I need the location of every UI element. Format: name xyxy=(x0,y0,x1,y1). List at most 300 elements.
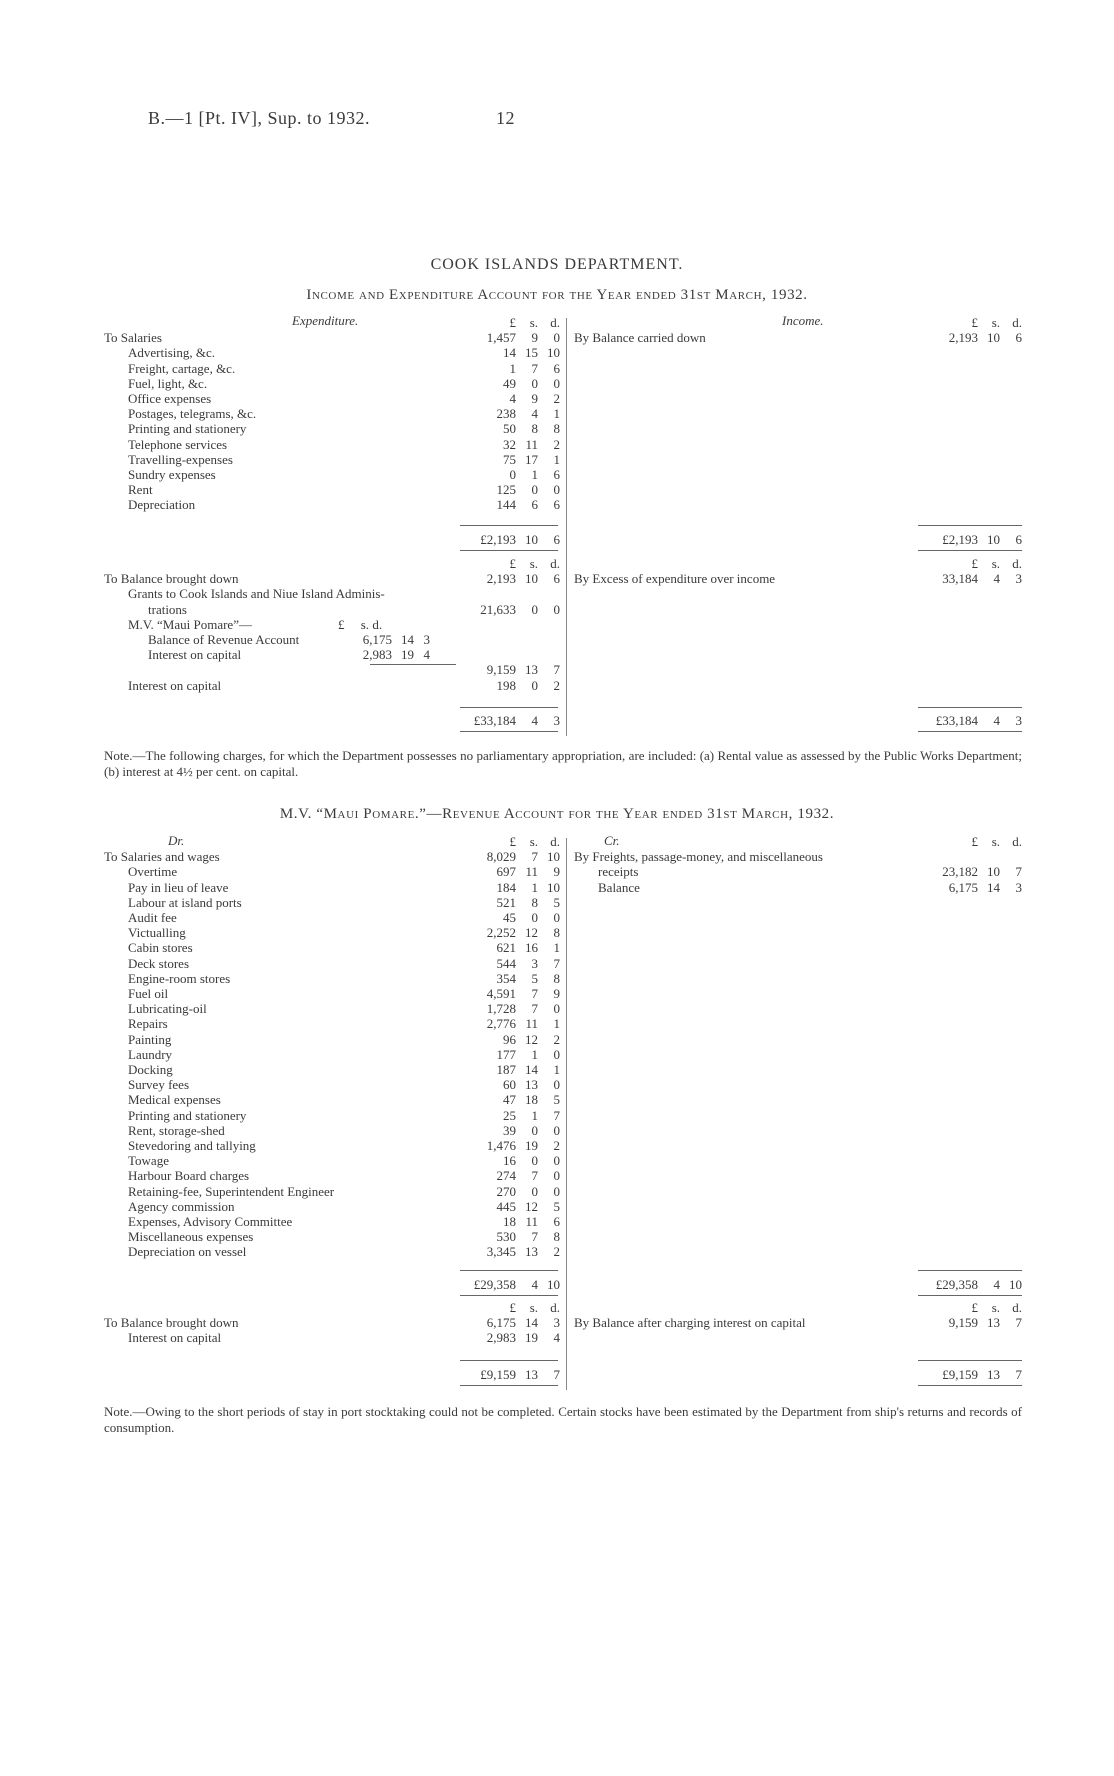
table-row xyxy=(574,1315,1022,1330)
row-shillings: 7 xyxy=(531,1168,538,1184)
row-pence: 6 xyxy=(553,467,560,483)
row-label: Retaining-fee, Superintendent Engineer xyxy=(128,1183,335,1199)
row-shillings: 14 xyxy=(525,1315,538,1331)
table-row xyxy=(574,864,1022,879)
table-row xyxy=(104,849,560,864)
total-shillings: 4 xyxy=(993,1277,1000,1292)
row-pounds: 125 xyxy=(496,482,516,498)
row-label: M.V. “Maui Pomare”— xyxy=(128,616,252,632)
row-label: By Balance after charging interest on capital xyxy=(574,1315,806,1331)
row-label: Printing and stationery xyxy=(128,421,247,437)
row-shillings: 12 xyxy=(525,1198,538,1214)
col-pounds: £ xyxy=(509,556,516,571)
total-row xyxy=(458,713,560,728)
row-pence: 1 xyxy=(553,1016,560,1032)
row-pence: 0 xyxy=(553,1046,560,1062)
sub-pounds: 6,175 xyxy=(362,632,392,648)
row-label: Audit fee xyxy=(128,910,177,926)
rule xyxy=(460,731,558,732)
col-pence: d. xyxy=(1012,556,1022,571)
row-label: To Balance brought down xyxy=(104,1315,239,1331)
currency-row xyxy=(574,834,1022,849)
total-shillings: 13 xyxy=(987,1367,1000,1382)
row-shillings: 7 xyxy=(531,360,538,376)
row-pounds: 4 xyxy=(509,391,516,407)
row-label: Sundry expenses xyxy=(128,467,216,483)
total-pounds: £2,193 xyxy=(942,532,978,547)
col-pence: d. xyxy=(550,834,560,849)
sub-pence: 3 xyxy=(423,632,430,648)
row-pounds: 2,776 xyxy=(486,1016,516,1032)
row-pence: 10 xyxy=(547,345,560,361)
total-pence: 10 xyxy=(1009,1277,1022,1292)
row-pence: 2 xyxy=(553,1138,560,1154)
col-pence: d. xyxy=(550,315,560,330)
row-label: To Salaries xyxy=(104,330,162,346)
table-row xyxy=(574,849,1022,864)
income-heading: Income. xyxy=(782,313,824,328)
row-pence: 10 xyxy=(547,849,560,865)
row-pounds: 23,182 xyxy=(942,864,978,880)
row-shillings: 0 xyxy=(531,677,538,693)
table-row xyxy=(104,1016,560,1031)
row-pence: 0 xyxy=(553,375,560,391)
row-shillings: 11 xyxy=(525,436,538,452)
row-pounds: 530 xyxy=(496,1229,516,1245)
total-pence: 6 xyxy=(553,532,560,547)
col-pence: d. xyxy=(1012,1300,1022,1315)
balance-table-right xyxy=(574,1300,1022,1330)
table-row xyxy=(104,1047,560,1062)
row-pence: 2 xyxy=(553,436,560,452)
row-pounds: 9,159 xyxy=(948,1315,978,1331)
table-row xyxy=(104,1315,560,1330)
row-pence: 0 xyxy=(553,1183,560,1199)
row-label: Rent xyxy=(128,482,153,498)
total-pence: 7 xyxy=(553,1367,560,1382)
sub-shillings: 19 xyxy=(401,647,414,663)
row-pounds: 270 xyxy=(496,1183,516,1199)
row-label: Overtime xyxy=(128,864,178,880)
currency-row xyxy=(104,834,560,849)
row-pounds: 1,457 xyxy=(486,330,516,346)
row-shillings: 13 xyxy=(525,1077,538,1093)
total-shillings: 13 xyxy=(525,1367,538,1382)
row-shillings: 4 xyxy=(531,406,538,422)
table-row xyxy=(104,1092,560,1107)
row-label: Pay in lieu of leave xyxy=(128,879,229,895)
table-row xyxy=(104,678,560,693)
balance-table-left xyxy=(104,556,560,693)
total-pounds: £9,159 xyxy=(942,1367,978,1382)
row-pounds: 1,728 xyxy=(486,1001,516,1017)
row-label: Expenses, Advisory Committee xyxy=(128,1214,293,1230)
table-row xyxy=(104,1001,560,1016)
total-pounds: £2,193 xyxy=(480,532,516,547)
row-shillings: 0 xyxy=(531,1183,538,1199)
sub-rule xyxy=(370,664,456,665)
col-shillings: s. xyxy=(991,556,1000,571)
rule xyxy=(918,1295,1022,1296)
row-label: Printing and stationery xyxy=(128,1107,247,1123)
currency-row xyxy=(574,556,1022,571)
rule xyxy=(918,550,1022,551)
row-pounds: 1 xyxy=(509,360,516,376)
row-label: Interest on capital xyxy=(128,677,222,693)
row-shillings: 3 xyxy=(531,955,538,971)
row-label: By Balance carried down xyxy=(574,330,706,346)
row-label: Docking xyxy=(128,1062,173,1078)
row-shillings: 18 xyxy=(525,1092,538,1108)
row-pence: 0 xyxy=(553,1168,560,1184)
table-row xyxy=(104,376,560,391)
row-pence: 6 xyxy=(553,497,560,513)
table-row xyxy=(104,971,560,986)
table-row xyxy=(104,602,560,617)
table-row xyxy=(104,437,560,452)
total-pounds: £33,184 xyxy=(935,713,978,728)
rule xyxy=(918,1360,1022,1361)
income-table xyxy=(574,315,1022,345)
row-shillings: 1 xyxy=(531,467,538,483)
row-shillings: 1 xyxy=(531,879,538,895)
row-shillings: 10 xyxy=(525,571,538,587)
row-pounds: 697 xyxy=(496,864,516,880)
currency-row xyxy=(104,1300,560,1315)
credit-heading: Cr. xyxy=(604,833,620,848)
row-shillings: 11 xyxy=(525,864,538,880)
row-shillings: 0 xyxy=(531,1153,538,1169)
table-row xyxy=(104,1108,560,1123)
col-pence: d. xyxy=(1012,315,1022,330)
row-label: Rent, storage-shed xyxy=(128,1122,225,1138)
row-pence: 1 xyxy=(553,940,560,956)
row-label: Balance xyxy=(598,879,640,895)
row-label: trations xyxy=(148,601,187,617)
row-label: Stevedoring and tallying xyxy=(128,1138,256,1154)
row-shillings: 11 xyxy=(525,1214,538,1230)
row-shillings: 0 xyxy=(531,482,538,498)
row-label: Freight, cartage, &c. xyxy=(128,360,236,376)
row-label: Fuel oil xyxy=(128,986,169,1002)
table-row xyxy=(574,330,1022,345)
column-divider xyxy=(566,838,567,1390)
table-row xyxy=(104,1062,560,1077)
row-label: Laundry xyxy=(128,1046,173,1062)
row-label: Fuel, light, &c. xyxy=(128,375,208,391)
row-shillings: 7 xyxy=(531,849,538,865)
row-shillings: 7 xyxy=(531,1001,538,1017)
row-pounds: 445 xyxy=(496,1198,516,1214)
credit-table xyxy=(574,834,1022,895)
row-pence: 6 xyxy=(553,1214,560,1230)
row-pounds: 238 xyxy=(496,406,516,422)
row-pence: 2 xyxy=(553,1244,560,1260)
table-row xyxy=(104,452,560,467)
row-pounds: 3,345 xyxy=(486,1244,516,1260)
row-label: Interest on capital xyxy=(148,647,242,663)
row-pence: 7 xyxy=(553,662,560,678)
row-shillings: 7 xyxy=(531,1229,538,1245)
col-pounds: £ xyxy=(971,556,978,571)
row-pounds: 96 xyxy=(503,1031,516,1047)
row-pounds: 33,184 xyxy=(942,571,978,587)
total-shillings: 4 xyxy=(531,1277,538,1292)
row-pence: 0 xyxy=(553,601,560,617)
table-row xyxy=(104,1184,560,1199)
table-row xyxy=(574,880,1022,895)
row-pounds: 60 xyxy=(503,1077,516,1093)
total-pence: 3 xyxy=(1015,713,1022,728)
row-pounds: 16 xyxy=(503,1153,516,1169)
row-pounds: 2,193 xyxy=(948,330,978,346)
row-label: Medical expenses xyxy=(128,1092,221,1108)
row-shillings: 0 xyxy=(531,375,538,391)
sub-pounds: 2,983 xyxy=(362,647,392,663)
row-shillings: 7 xyxy=(531,986,538,1002)
rule xyxy=(460,1385,558,1386)
row-pence: 3 xyxy=(553,1315,560,1331)
col-pounds: £ xyxy=(971,834,978,849)
col-shillings: s. xyxy=(529,315,538,330)
total-pounds: £29,358 xyxy=(935,1277,978,1292)
table-row xyxy=(104,391,560,406)
row-label: Towage xyxy=(128,1153,169,1169)
row-pence: 2 xyxy=(553,391,560,407)
row-pounds: 6,175 xyxy=(486,1315,516,1331)
table-row xyxy=(104,421,560,436)
row-pounds: 621 xyxy=(496,940,516,956)
table-row xyxy=(104,632,560,647)
row-shillings: 5 xyxy=(531,970,538,986)
col-pounds: £ xyxy=(971,315,978,330)
rule xyxy=(460,1270,558,1271)
row-pounds: 75 xyxy=(503,451,516,467)
row-label: Postages, telegrams, &c. xyxy=(128,406,257,422)
total-pence: 7 xyxy=(1015,1367,1022,1382)
currency-row xyxy=(574,1300,1022,1315)
row-pounds: 177 xyxy=(496,1046,516,1062)
total-pence: 6 xyxy=(1015,532,1022,547)
balance-table-left xyxy=(104,1300,560,1346)
currency-row xyxy=(574,315,1022,330)
total-row xyxy=(920,713,1022,728)
rule xyxy=(460,1360,558,1361)
debit-table xyxy=(104,834,560,1260)
currency-row xyxy=(104,315,560,330)
row-pence: 4 xyxy=(553,1330,560,1346)
total-shillings: 4 xyxy=(993,713,1000,728)
row-label: Depreciation xyxy=(128,497,196,513)
row-pence: 7 xyxy=(553,955,560,971)
row-label: Depreciation on vessel xyxy=(128,1244,247,1260)
row-label: Grants to Cook Islands and Niue Island Adminis- xyxy=(128,586,385,602)
table-row xyxy=(104,925,560,940)
row-pounds: 39 xyxy=(503,1122,516,1138)
row-pence: 7 xyxy=(1015,864,1022,880)
total-row xyxy=(458,1367,560,1382)
page-header-code: B.—1 [Pt. IV], Sup. to 1932. xyxy=(148,108,371,128)
row-pence: 0 xyxy=(553,910,560,926)
row-shillings: 12 xyxy=(525,1031,538,1047)
row-pounds: 8,029 xyxy=(486,849,516,865)
row-shillings: 0 xyxy=(531,910,538,926)
expenditure-table xyxy=(104,315,560,513)
table-row xyxy=(104,880,560,895)
table-row xyxy=(104,895,560,910)
col-pounds: £ xyxy=(509,315,516,330)
row-shillings: 14 xyxy=(525,1062,538,1078)
row-label: Labour at island ports xyxy=(128,894,242,910)
row-pence: 5 xyxy=(553,894,560,910)
row-pence: 7 xyxy=(553,1107,560,1123)
row-shillings: 8 xyxy=(531,894,538,910)
row-pence: 6 xyxy=(553,360,560,376)
row-pounds: 0 xyxy=(509,467,516,483)
row-pence: 8 xyxy=(553,1229,560,1245)
row-label: receipts xyxy=(598,864,639,880)
row-pounds: 187 xyxy=(496,1062,516,1078)
row-pounds: 198 xyxy=(496,677,516,693)
row-label: Lubricating-oil xyxy=(128,1001,207,1017)
row-shillings: 14 xyxy=(987,879,1000,895)
col-pounds: £ xyxy=(509,834,516,849)
row-shillings: 1 xyxy=(531,1107,538,1123)
row-pence: 1 xyxy=(553,1062,560,1078)
table-row xyxy=(104,1077,560,1092)
department-title: COOK ISLANDS DEPARTMENT. xyxy=(430,256,684,273)
rule xyxy=(460,550,558,551)
expenditure-heading: Expenditure. xyxy=(292,313,359,328)
row-pounds: 6,175 xyxy=(948,879,978,895)
row-shillings: 13 xyxy=(525,662,538,678)
row-pounds: 184 xyxy=(496,879,516,895)
row-shillings: 10 xyxy=(987,330,1000,346)
row-shillings: 9 xyxy=(531,330,538,346)
table-row xyxy=(104,1229,560,1244)
total-pence: 3 xyxy=(553,713,560,728)
col-shillings: s. xyxy=(991,1300,1000,1315)
row-label: By Excess of expenditure over income xyxy=(574,571,776,587)
row-pounds: 21,633 xyxy=(480,601,516,617)
column-divider xyxy=(566,318,567,736)
table-row xyxy=(104,617,560,632)
rule xyxy=(918,525,1022,526)
row-label: Engine-room stores xyxy=(128,970,231,986)
row-label: Interest on capital xyxy=(128,1330,222,1346)
sub-currency-header: £ s. d. xyxy=(338,616,383,632)
total-row xyxy=(920,1367,1022,1382)
row-pounds: 49 xyxy=(503,375,516,391)
row-pence: 0 xyxy=(553,1122,560,1138)
row-label: Cabin stores xyxy=(128,940,193,956)
col-shillings: s. xyxy=(529,556,538,571)
account1-title: Income and Expenditure Account for the Year ended 31st March, 1932. xyxy=(306,287,808,303)
table-row xyxy=(104,940,560,955)
row-pounds: 14 xyxy=(503,345,516,361)
row-pence: 3 xyxy=(1015,879,1022,895)
col-shillings: s. xyxy=(991,834,1000,849)
rule xyxy=(918,1270,1022,1271)
row-pounds: 18 xyxy=(503,1214,516,1230)
row-shillings: 0 xyxy=(531,1122,538,1138)
row-pence: 7 xyxy=(1015,1315,1022,1331)
total-row xyxy=(920,1277,1022,1292)
table-row xyxy=(104,956,560,971)
total-pounds: £33,184 xyxy=(473,713,516,728)
total-pence: 10 xyxy=(547,1277,560,1292)
table-row xyxy=(104,662,560,677)
row-shillings: 13 xyxy=(525,1244,538,1260)
note-2: Note.—Owing to the short periods of stay in port stocktaking could not be completed. Certain stocks have been estimated by the Department from ship's returns and records of consumption. xyxy=(104,1404,1022,1435)
row-label: Repairs xyxy=(128,1016,168,1032)
row-shillings: 4 xyxy=(993,571,1000,587)
row-pence: 5 xyxy=(553,1198,560,1214)
row-shillings: 15 xyxy=(525,345,538,361)
row-pounds: 2,252 xyxy=(486,925,516,941)
table-row xyxy=(104,406,560,421)
row-shillings: 19 xyxy=(525,1330,538,1346)
table-row xyxy=(104,1214,560,1229)
table-row xyxy=(104,1153,560,1168)
row-shillings: 8 xyxy=(531,421,538,437)
rule xyxy=(460,525,558,526)
row-pence: 9 xyxy=(553,986,560,1002)
row-label: Miscellaneous expenses xyxy=(128,1229,254,1245)
row-pounds: 32 xyxy=(503,436,516,452)
row-label: To Salaries and wages xyxy=(104,849,220,865)
row-pence: 6 xyxy=(1015,330,1022,346)
row-pence: 5 xyxy=(553,1092,560,1108)
col-shillings: s. xyxy=(991,315,1000,330)
row-pence: 3 xyxy=(1015,571,1022,587)
total-shillings: 4 xyxy=(531,713,538,728)
row-pounds: 144 xyxy=(496,497,516,513)
row-pounds: 25 xyxy=(503,1107,516,1123)
table-row xyxy=(104,345,560,360)
page-number: 12 xyxy=(496,108,515,128)
table-row xyxy=(104,586,560,601)
row-pence: 2 xyxy=(553,677,560,693)
row-shillings: 17 xyxy=(525,451,538,467)
rule xyxy=(918,707,1022,708)
table-row xyxy=(104,1138,560,1153)
row-pounds: 47 xyxy=(503,1092,516,1108)
table-row xyxy=(104,330,560,345)
row-pounds: 4,591 xyxy=(486,986,516,1002)
table-row xyxy=(104,467,560,482)
total-pounds: £9,159 xyxy=(480,1367,516,1382)
col-pounds: £ xyxy=(971,1300,978,1315)
row-pence: 8 xyxy=(553,970,560,986)
row-shillings: 13 xyxy=(987,1315,1000,1331)
total-shillings: 10 xyxy=(525,532,538,547)
total-row xyxy=(920,532,1022,547)
row-pence: 8 xyxy=(553,925,560,941)
table-row xyxy=(104,647,560,662)
col-shillings: s. xyxy=(529,834,538,849)
row-shillings: 11 xyxy=(525,1016,538,1032)
row-shillings: 0 xyxy=(531,601,538,617)
row-shillings: 9 xyxy=(531,391,538,407)
row-pounds: 50 xyxy=(503,421,516,437)
row-pounds: 45 xyxy=(503,910,516,926)
row-pounds: 1,476 xyxy=(486,1138,516,1154)
table-row xyxy=(104,1168,560,1183)
col-pence: d. xyxy=(550,556,560,571)
row-shillings: 1 xyxy=(531,1046,538,1062)
table-row xyxy=(104,986,560,1001)
